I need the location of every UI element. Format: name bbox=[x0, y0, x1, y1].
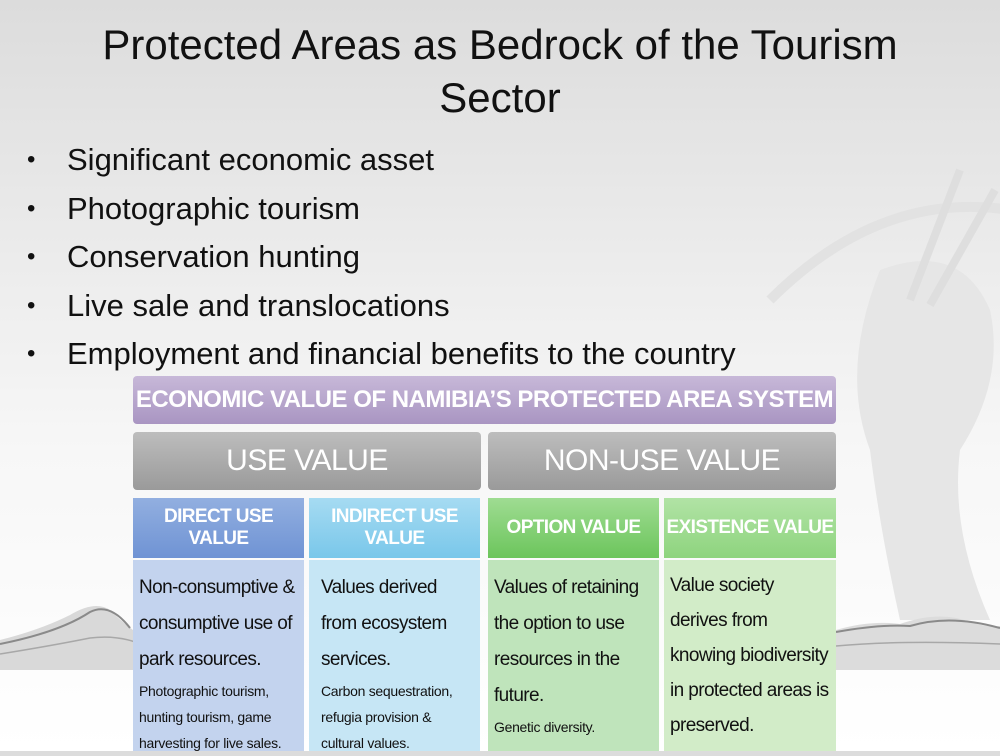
bullet-text: Significant economic asset bbox=[67, 142, 435, 178]
direct-use-description: Non-consumptive & consumptive use of park resources. bbox=[139, 577, 295, 670]
bullet-item bbox=[25, 330, 925, 379]
indirect-use-value-body bbox=[309, 560, 480, 751]
bullet-text: Photographic tourism bbox=[67, 190, 360, 226]
bullet-item bbox=[25, 136, 925, 185]
option-value-description: Values of retaining the option to use resources in the future. bbox=[494, 577, 639, 706]
option-value-examples: Genetic diversity. bbox=[494, 719, 595, 735]
diagram-header: ECONOMIC VALUE OF NAMIBIA’S PROTECTED AREA SYSTEM bbox=[133, 376, 836, 424]
existence-value-body bbox=[664, 560, 836, 751]
existence-value-heading: EXISTENCE VALUE bbox=[664, 498, 836, 558]
non-use-value-category: NON-USE VALUE bbox=[488, 432, 836, 490]
bullet-marker: • bbox=[27, 194, 36, 222]
bullet-text: Live sale and translocations bbox=[67, 287, 450, 323]
use-value-category: USE VALUE bbox=[133, 432, 481, 490]
bullet-item bbox=[25, 233, 925, 282]
bullet-marker: • bbox=[27, 291, 36, 319]
bullet-item bbox=[25, 282, 925, 331]
existence-value-description: Value society derives from knowing biodiversity in protected areas is preserved. bbox=[670, 575, 829, 736]
bullet-marker: • bbox=[27, 146, 36, 174]
bullet-text: Employment and financial benefits to the country bbox=[67, 336, 736, 372]
indirect-use-examples: Carbon sequestration, refugia provision & cultural values. bbox=[321, 683, 453, 751]
slide-title: Protected Areas as Bedrock of the Tourism Sector bbox=[102, 21, 898, 121]
indirect-use-description: Values derived from ecosystem services. bbox=[321, 577, 447, 670]
option-value-body bbox=[488, 560, 659, 751]
bullet-list bbox=[25, 136, 925, 379]
option-value-heading: OPTION VALUE bbox=[488, 498, 659, 558]
indirect-use-value-heading: INDIRECT USE VALUE bbox=[309, 498, 480, 558]
direct-use-value-body bbox=[133, 560, 304, 751]
direct-use-examples: Photographic tourism, hunting tourism, game harvesting for live sales. bbox=[139, 683, 282, 751]
direct-use-value-heading: DIRECT USE VALUE bbox=[133, 498, 304, 558]
bullet-item bbox=[25, 185, 925, 234]
bullet-text: Conservation hunting bbox=[67, 239, 360, 275]
bullet-marker: • bbox=[27, 243, 36, 271]
bullet-marker: • bbox=[27, 340, 36, 368]
